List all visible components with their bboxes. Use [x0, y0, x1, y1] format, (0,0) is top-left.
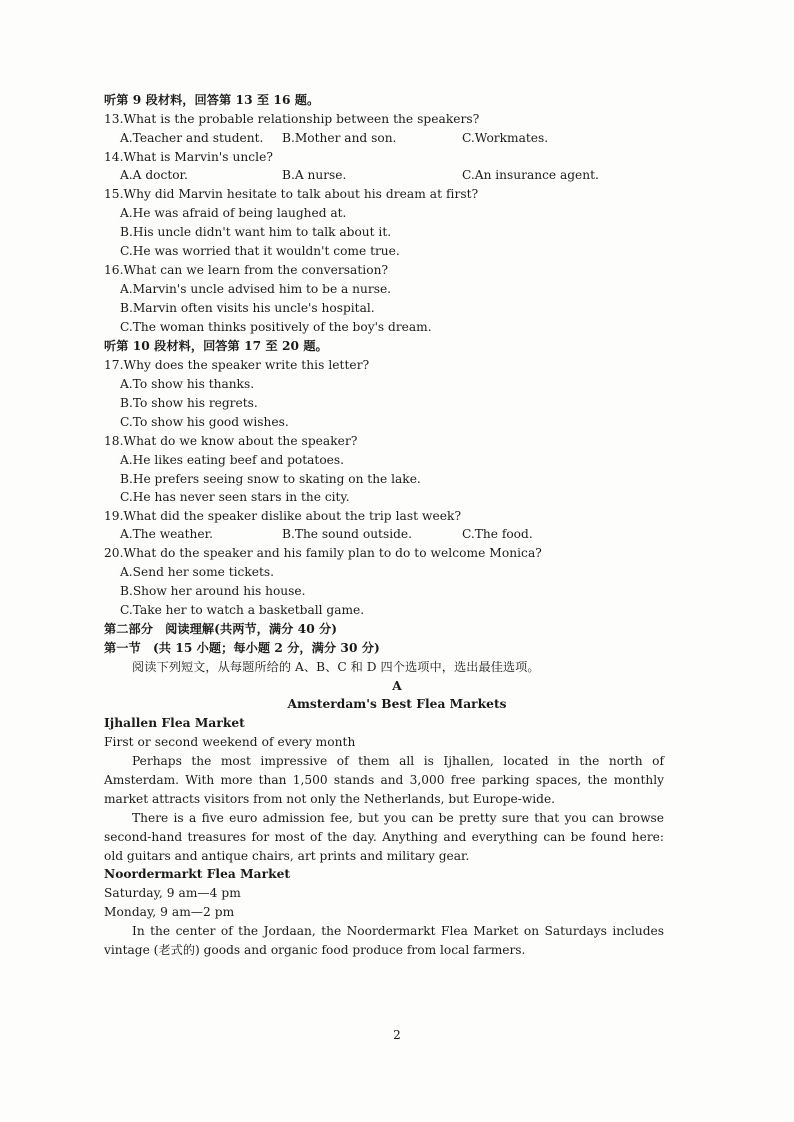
- section10-header: 听第 10 段材料，回答第 17 至 20 题。: [104, 339, 328, 353]
- market2-name: Noordermarkt Flea Market: [104, 867, 291, 881]
- q17-option-a: A.To show his thanks.: [120, 377, 255, 391]
- q19-option-a: A.The weather.: [120, 527, 213, 541]
- q19-option-c: C.The food.: [462, 527, 533, 541]
- passage-letter: A: [392, 679, 402, 693]
- question-18: 18.What do we know about the speaker?: [104, 434, 358, 448]
- market2-paragraph-1: In the center of the Jordaan, the Noordermarkt Flea Market on Saturdays includes vintage (老式的) goods and organic food produce from local farmers.: [104, 924, 664, 957]
- section9-header: 听第 9 段材料，回答第 13 至 16 题。: [104, 93, 320, 107]
- q19-option-b: B.The sound outside.: [282, 527, 412, 541]
- q16-option-c: C.The woman thinks positively of the boy's dream.: [120, 320, 432, 334]
- market1-paragraph-1: Perhaps the most impressive of them all is Ijhallen, located in the north of Amsterdam. With more than 1,500 stands and 3,000 free parking spaces, the monthly market attracts visitors from not only the Netherlands, but Europe-wide.: [104, 754, 664, 806]
- market1-schedule: First or second weekend of every month: [104, 735, 356, 749]
- question-17: 17.Why does the speaker write this letter?: [104, 358, 370, 372]
- q18-option-a: A.He likes eating beef and potatoes.: [120, 453, 344, 467]
- part2-section1: 第一节 (共 15 小题；每小题 2 分，满分 30 分): [104, 641, 380, 655]
- q20-option-a: A.Send her some tickets.: [120, 565, 275, 579]
- q15-option-c: C.He was worried that it wouldn't come true.: [120, 244, 400, 258]
- q18-option-b: B.He prefers seeing snow to skating on the lake.: [120, 472, 421, 486]
- question-15: 15.Why did Marvin hesitate to talk about his dream at first?: [104, 187, 479, 201]
- q16-option-a: A.Marvin's uncle advised him to be a nurse.: [120, 282, 392, 296]
- q15-option-b: B.His uncle didn't want him to talk about it.: [120, 225, 392, 239]
- q14-option-a: A.A doctor.: [120, 168, 188, 182]
- question-14: 14.What is Marvin's uncle?: [104, 150, 273, 164]
- market1-name: Ijhallen Flea Market: [104, 716, 245, 730]
- q18-option-c: C.He has never seen stars in the city.: [120, 490, 350, 504]
- part2-title: 第二部分 阅读理解(共两节，满分 40 分): [104, 622, 338, 636]
- q20-option-c: C.Take her to watch a basketball game.: [120, 603, 365, 617]
- q13-option-b: B.Mother and son.: [282, 131, 397, 145]
- q13-option-c: C.Workmates.: [462, 131, 549, 145]
- q13-option-a: A.Teacher and student.: [120, 131, 264, 145]
- q14-option-c: C.An insurance agent.: [462, 168, 599, 182]
- question-13: 13.What is the probable relationship between the speakers?: [104, 112, 480, 126]
- question-20: 20.What do the speaker and his family plan to do to welcome Monica?: [104, 546, 542, 560]
- question-19: 19.What did the speaker dislike about the trip last week?: [104, 509, 462, 523]
- passage-title: Amsterdam's Best Flea Markets: [287, 697, 507, 711]
- q20-option-b: B.Show her around his house.: [120, 584, 306, 598]
- part2-instruction: 阅读下列短文，从每题所给的 A、B、C 和 D 四个选项中，选出最佳选项。: [132, 660, 540, 674]
- q14-option-b: B.A nurse.: [282, 168, 347, 182]
- market2-schedule-monday: Monday, 9 am—2 pm: [104, 905, 235, 919]
- q17-option-b: B.To show his regrets.: [120, 396, 258, 410]
- market1-paragraph-2: There is a five euro admission fee, but you can be pretty sure that you can browse second-hand treasures for most of the day. Anything and everything can be found here: old guitars and antique chairs, art prints and military gear.: [104, 811, 664, 863]
- q15-option-a: A.He was afraid of being laughed at.: [120, 206, 347, 220]
- q17-option-c: C.To show his good wishes.: [120, 415, 289, 429]
- market2-schedule-saturday: Saturday, 9 am—4 pm: [104, 886, 241, 900]
- q16-option-b: B.Marvin often visits his uncle's hospital.: [120, 301, 375, 315]
- page-number: 2: [393, 1028, 401, 1042]
- question-16: 16.What can we learn from the conversation?: [104, 263, 389, 277]
